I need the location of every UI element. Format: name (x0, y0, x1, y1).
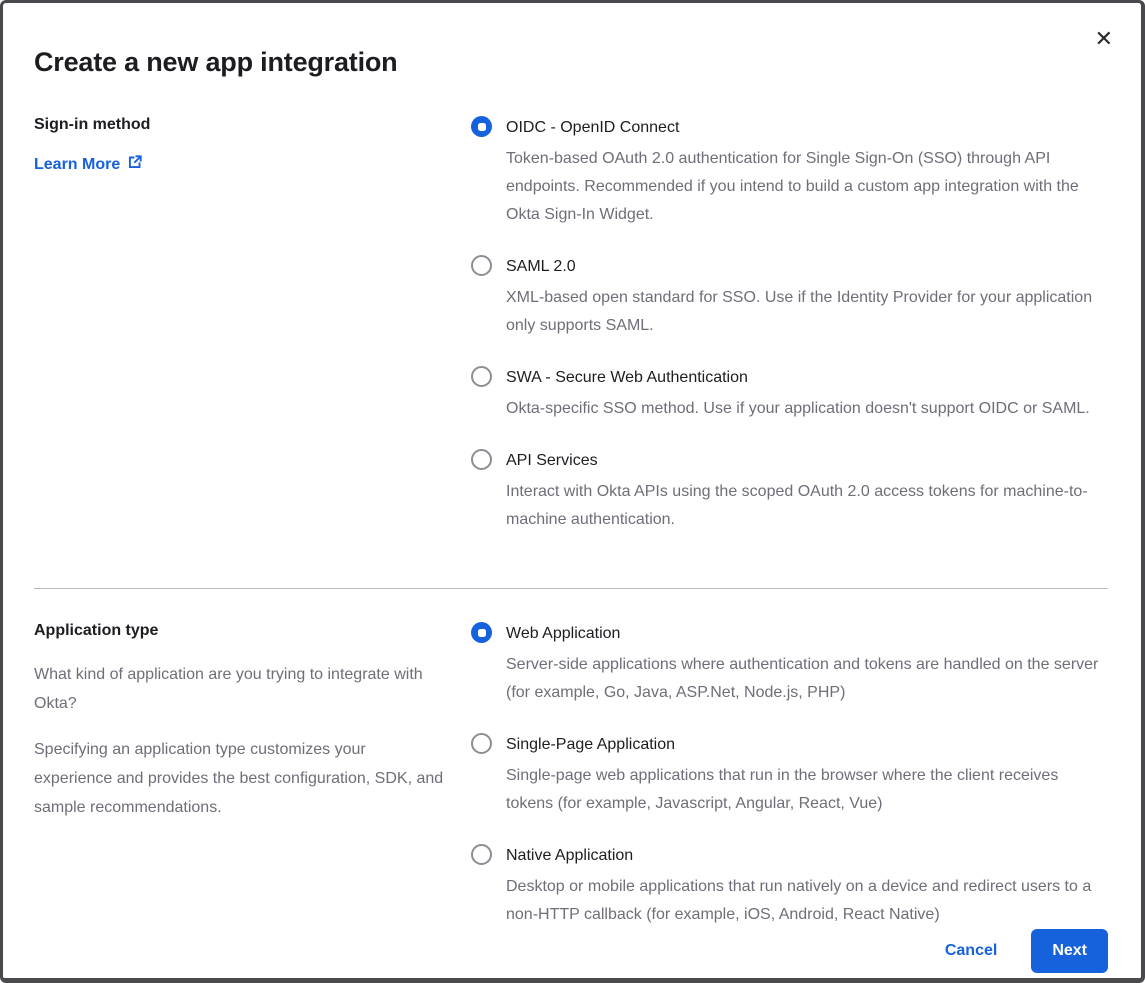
application-type-label: Application type (34, 622, 159, 639)
radio-button[interactable] (471, 733, 492, 754)
radio-option-description: Token-based OAuth 2.0 authentication for Single Sign-On (SSO) through API endpoints. Recommended if you intend to build a custom app integration with the Okta Sign-In Widget. (506, 150, 1079, 223)
radio-option-single-page-application[interactable] (471, 733, 1108, 818)
radio-option-label: API Services (506, 452, 598, 469)
radio-option-text (506, 844, 1108, 929)
radio-option-label: Web Application (506, 625, 621, 642)
radio-option-text (506, 116, 1108, 229)
radio-option-description: Server-side applications where authentication and tokens are handled on the server (for example, Go, Java, ASP.Net, Node.js, PHP) (506, 656, 1099, 701)
radio-option-description: Desktop or mobile applications that run natively on a device and redirect users to a non-HTTP callback (for example, iOS, Android, React Native) (506, 878, 1092, 923)
sign-in-method-label: Sign-in method (34, 116, 151, 133)
page-title: Create a new app integration (34, 47, 398, 77)
application-type-help-text-1: What kind of application are you trying to integrate with Okta? (34, 666, 423, 712)
radio-option-label: Single-Page Application (506, 736, 676, 753)
learn-more-link[interactable] (34, 154, 143, 175)
radio-option-label: SWA - Secure Web Authentication (506, 369, 748, 386)
application-type-help-text-2: Specifying an application type customizes your experience and provides the best configuration, SDK, and sample recommendations. (34, 741, 444, 816)
sign-in-method-options (471, 116, 1108, 534)
radio-option-api-services[interactable] (471, 449, 1108, 534)
radio-option-native-application[interactable] (471, 844, 1108, 929)
application-type-section (34, 622, 1108, 929)
application-type-left-column (34, 622, 471, 822)
radio-option-label: OIDC - OpenID Connect (506, 119, 680, 136)
radio-option-description: Okta-specific SSO method. Use if your application doesn't support OIDC or SAML. (506, 400, 1090, 417)
close-icon: ✕ (1094, 27, 1113, 52)
sign-in-method-left-column (34, 116, 471, 175)
radio-option-web-application[interactable] (471, 622, 1108, 707)
radio-button[interactable] (471, 116, 492, 137)
radio-button[interactable] (471, 255, 492, 276)
close-button[interactable] (1095, 29, 1113, 51)
radio-option-description: Single-page web applications that run in the browser where the client receives tokens (for example, Javascript, Angular, React, Vue) (506, 767, 1059, 812)
next-button[interactable]: Next (1031, 929, 1108, 973)
radio-option-text (506, 449, 1108, 534)
radio-option-text (506, 366, 1090, 423)
radio-option-description: Interact with Okta APIs using the scoped OAuth 2.0 access tokens for machine-to-machine authentication. (506, 483, 1088, 528)
radio-button[interactable] (471, 844, 492, 865)
radio-option-swa-secure-web-authentication[interactable] (471, 366, 1108, 423)
external-link-icon (127, 154, 143, 175)
cancel-button[interactable]: Cancel (944, 942, 998, 959)
radio-option-label: Native Application (506, 847, 634, 864)
radio-button[interactable] (471, 449, 492, 470)
radio-option-text (506, 255, 1108, 340)
radio-option-saml-2-0[interactable] (471, 255, 1108, 340)
application-type-options (471, 622, 1108, 929)
sign-in-method-section (34, 116, 1108, 534)
section-divider (34, 588, 1108, 589)
learn-more-label: Learn More (34, 155, 121, 173)
radio-option-text (506, 733, 1108, 818)
radio-button[interactable] (471, 366, 492, 387)
radio-option-description: XML-based open standard for SSO. Use if the Identity Provider for your application only supports SAML. (506, 289, 1093, 334)
radio-button[interactable] (471, 622, 492, 643)
dialog-footer (34, 929, 1108, 973)
radio-option-text (506, 622, 1108, 707)
radio-option-label: SAML 2.0 (506, 258, 576, 275)
radio-option-oidc-openid-connect[interactable] (471, 116, 1108, 229)
